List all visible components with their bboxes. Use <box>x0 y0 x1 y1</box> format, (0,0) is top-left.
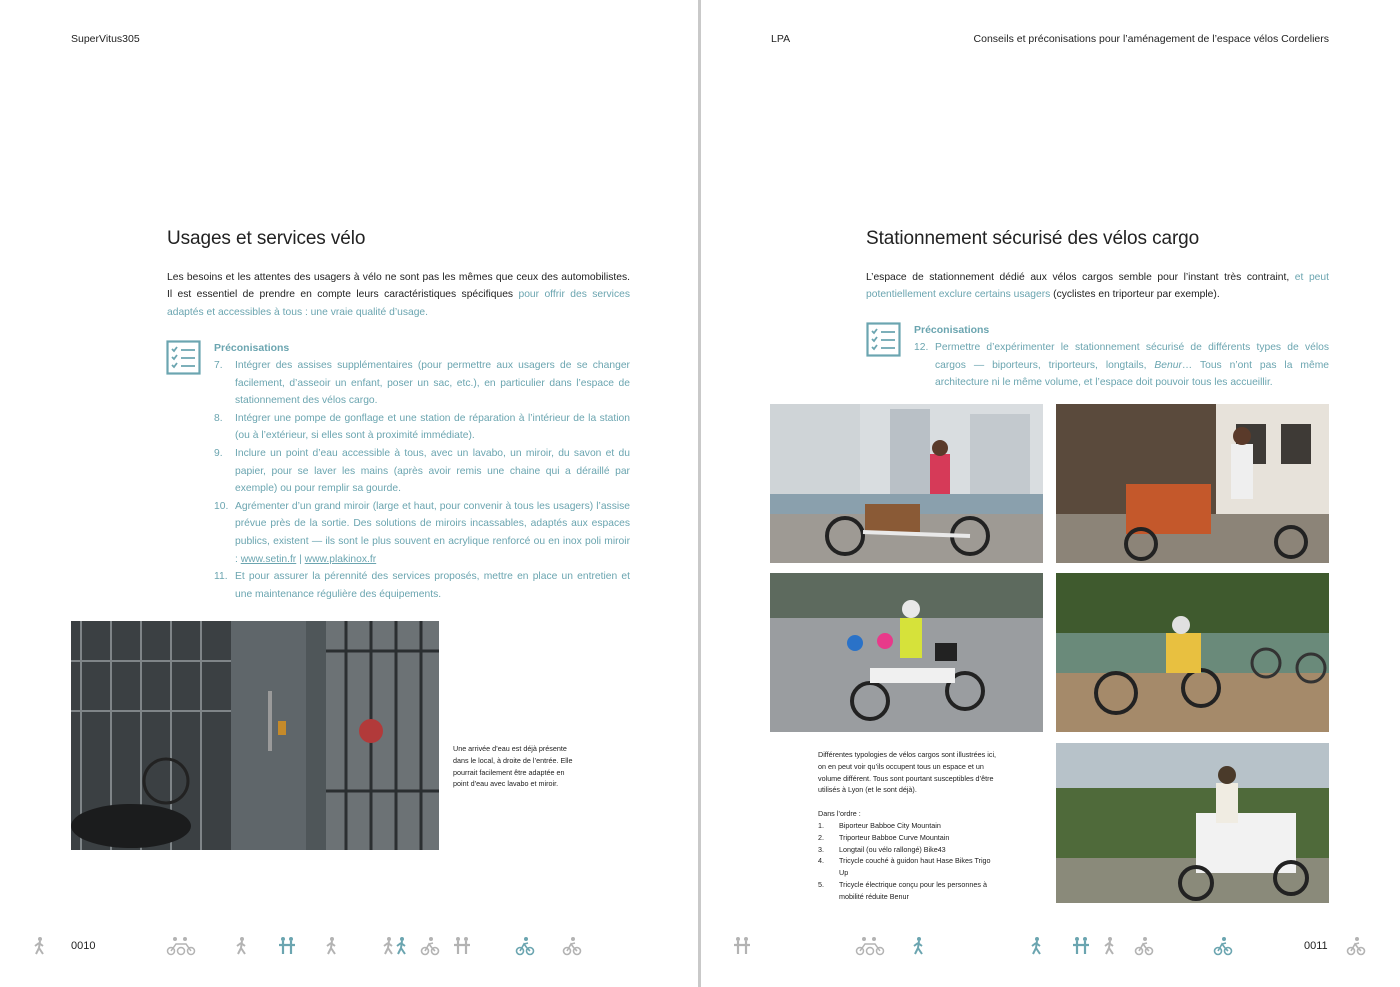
family-icon <box>452 936 472 956</box>
list-item: 8. Intégrer une pompe de gonflage et une station de réparation à l’intérieur de la station (ou à l’extérieur, si elles sont à proximité immédiate). <box>214 412 630 442</box>
list-item: 10. Agrémenter d’un grand miroir (large et haut, pour convenir à tous les usagers) l’assise prévue près de la sortie. Des solutions de miroirs incassables, adaptés aux espaces publics, existent — ils sont le plus souvent en acrylique renforcé ou en inox poli miroir : www.setin.fr | www.plakinox.fr <box>214 500 630 565</box>
group-icon <box>1071 936 1091 956</box>
list-item: 4. Tricycle couché à guidon haut Hase Bikes Trigo Up <box>818 856 991 878</box>
page-number: 0011 <box>1304 940 1328 952</box>
walker-icon <box>909 936 929 956</box>
list-item: 1. Biporteur Babboe City Mountain <box>818 820 941 830</box>
family-icon <box>732 936 752 956</box>
caption-intro: Différentes typologies de vélos cargos sont illustrées ici, on en peut voir qu’ils occupent tous un espace et un volume différent. Tous sont pourtant susceptibles d’être utilisés à Lyon (et le sont déjà). <box>818 750 997 795</box>
header-brand: SuperVitus305 <box>71 33 140 45</box>
cyclist-icon <box>562 936 582 956</box>
walker-icon <box>392 936 412 956</box>
header-right: Conseils et préconisations pour l’aménagement de l’espace vélos Cordeliers <box>973 33 1329 45</box>
recommendations-list <box>914 339 1329 392</box>
plakinox-link[interactable]: www.plakinox.fr <box>304 553 377 565</box>
setin-link[interactable]: www.setin.fr <box>240 553 297 565</box>
list-item: 2. Triporteur Babboe Curve Mountain <box>818 832 950 842</box>
biporteur-photo <box>770 404 1043 563</box>
bike-types-caption <box>818 749 1000 903</box>
page-number: 0010 <box>71 940 96 952</box>
water-inlet-caption: Une arrivée d’eau est déjà présente dans le local, à droite de l’entrée. Elle pourrait facilement être adaptée en point d’eau avec lavabo et miroir. <box>453 744 573 789</box>
triporteur-photo <box>1056 404 1329 563</box>
caption-order-label: Dans l’ordre : <box>818 809 861 819</box>
checklist-icon <box>866 322 901 357</box>
cyclist-icon <box>1213 936 1233 956</box>
walker-icon <box>1100 936 1120 956</box>
longtail-photo <box>770 573 1043 732</box>
cyclist-icon <box>1134 936 1154 956</box>
list-item: 7. Intégrer des assises supplémentaires (pour permettre aux usagers de se changer facilement, d’asseoir un enfant, poser un sac, etc.), en particulier dans l’espace de stationnement des vélos cargo. <box>214 360 630 407</box>
page-title: Usages et services vélo <box>167 228 366 249</box>
intro-paragraph: L’espace de stationnement dédié aux vélos cargos semble pour l’instant très contraint, et peut potentiellement exclure certains usagers (cyclistes en triporteur par exemple). <box>866 272 1329 301</box>
list-item: 5. Tricycle électrique conçu pour les personnes à mobilité réduite Benur <box>818 879 987 901</box>
recommendations-heading: Préconisations <box>214 342 290 354</box>
group-icon <box>277 936 297 956</box>
tandem-icon <box>166 936 196 956</box>
tandem-icon <box>855 936 885 956</box>
caption-list <box>818 820 1000 903</box>
cyclist-icon <box>1346 936 1366 956</box>
page-title: Stationnement sécurisé des vélos cargo <box>866 228 1200 249</box>
right-page <box>701 0 1400 987</box>
checklist-icon <box>166 340 201 375</box>
recommendations-heading: Préconisations <box>914 324 990 336</box>
list-item: 12. Permettre d’expérimenter le stationnement sécurisé de différents types de vélos cargos — biporteurs, triporteurs, longtails, Benur… Tous n’ont pas la même architecture ni le même volume, et l’espace doit pouvoir tous les accueillir. <box>914 342 1329 389</box>
water-inlet-photo <box>71 621 439 850</box>
intro-paragraph: Les besoins et les attentes des usagers à vélo ne sont pas les mêmes que ceux des automobilistes. Il est essentiel de prendre en compte leurs caractéristiques spécifiques pour offrir des services adaptés et accessibles à tous : une vraie qualité d’usage. <box>167 272 630 318</box>
list-item: 11. Et pour assurer la pérennité des services proposés, mettre en place un entretien et une maintenance régulière des équipements. <box>214 571 630 600</box>
left-page <box>0 0 698 987</box>
cyclist-icon <box>420 936 440 956</box>
recumbent-tricycle-photo <box>1056 573 1329 732</box>
walker-icon <box>1027 936 1047 956</box>
list-item: 3. Longtail (ou vélo rallongé) Bike43 <box>818 844 946 854</box>
header-left: LPA <box>771 33 791 45</box>
walker-icon <box>232 936 252 956</box>
recommendations-list <box>214 357 630 603</box>
cyclist-icon <box>515 936 535 956</box>
walker-icon <box>30 936 50 956</box>
benur-tricycle-photo <box>1056 743 1329 903</box>
walker-icon <box>321 936 343 956</box>
list-item: 9. Inclure un point d’eau accessible à tous, avec un lavabo, un miroir, du savon et du papier, pour se laver les mains (après avoir remis une chaine qui a déraillé par exemple) ou pour remplir sa gourde. <box>214 447 630 495</box>
